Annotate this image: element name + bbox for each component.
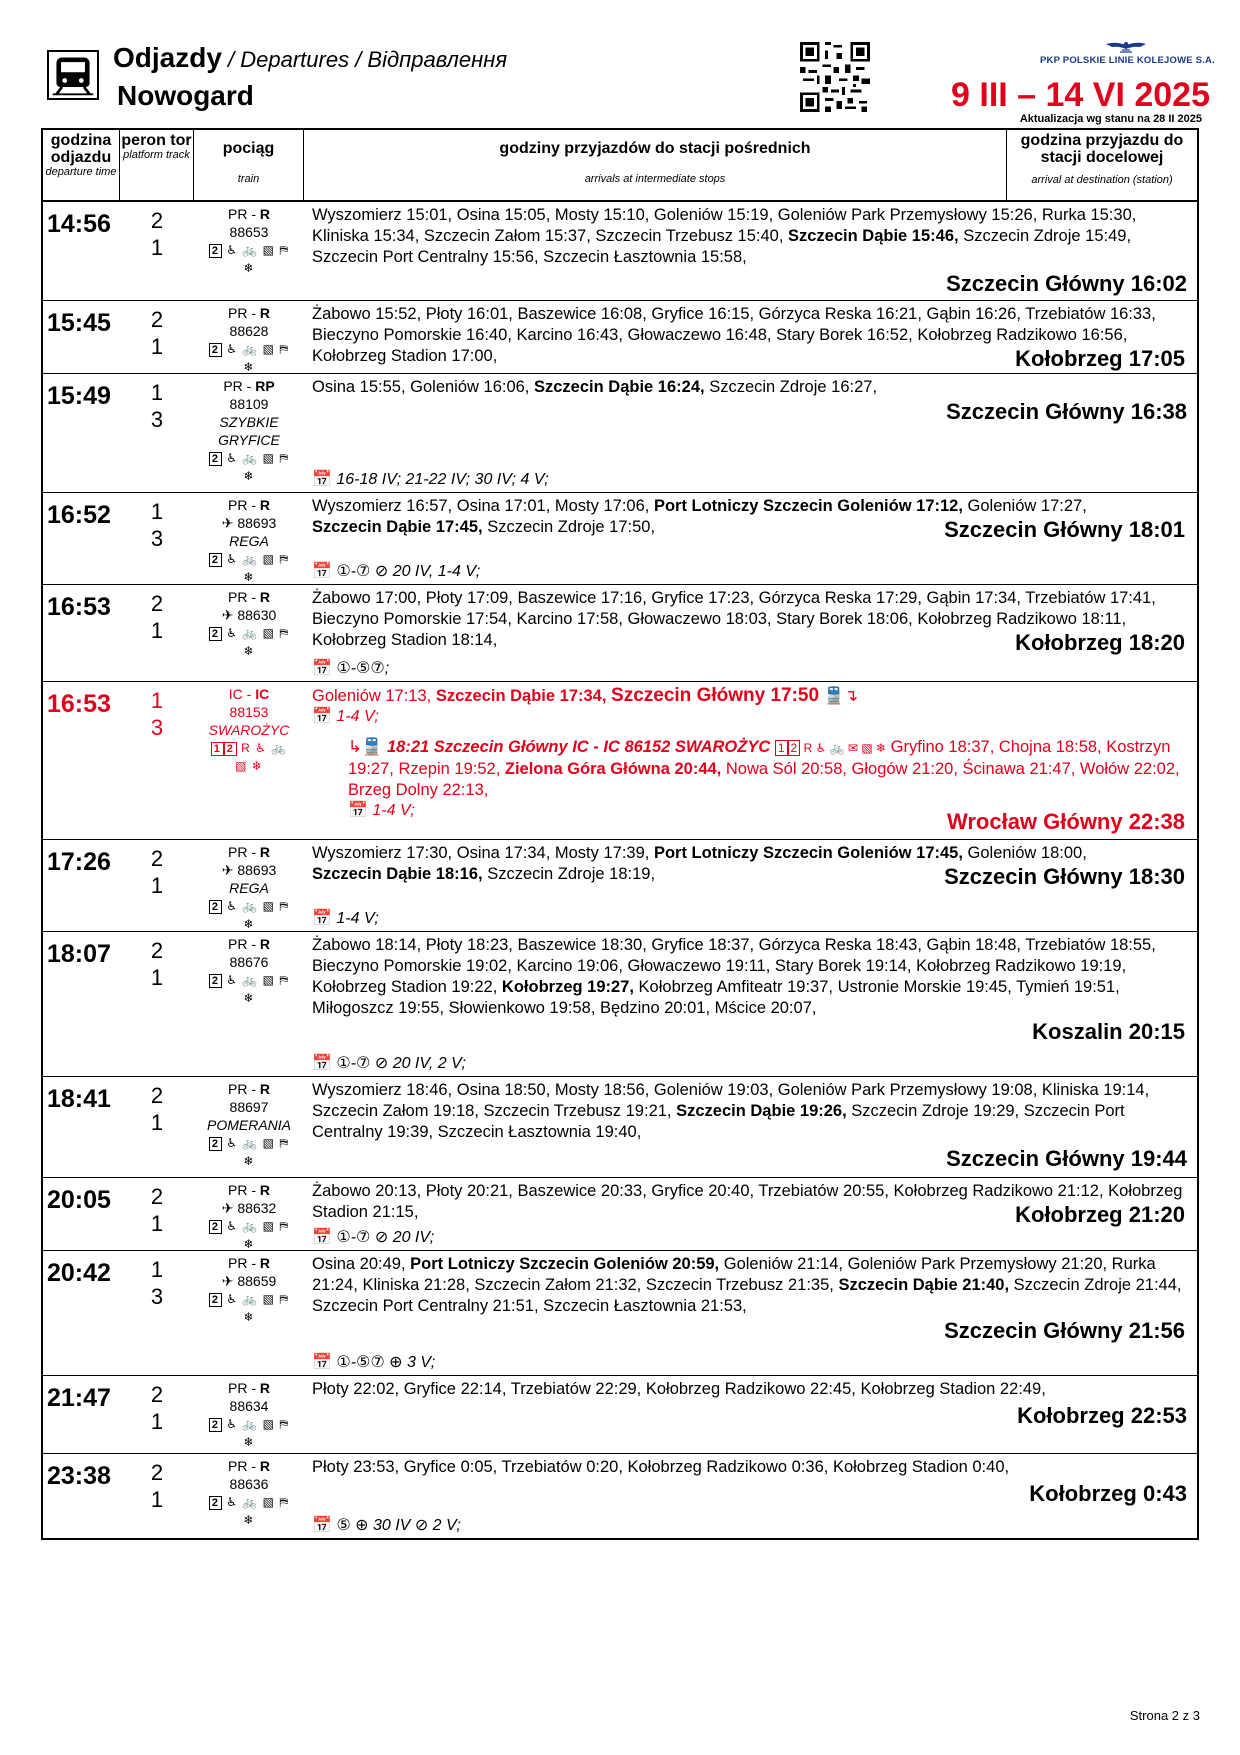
intermediate-stops: [304, 1376, 1197, 1453]
validity-period: 9 III – 14 VI 2025: [951, 76, 1210, 114]
table-row: [43, 1178, 1197, 1251]
connecting-dates-text: 1-4 V;: [372, 802, 415, 819]
table-row: [43, 840, 1197, 932]
calendar-icon: 📅: [312, 1354, 332, 1371]
col-platform: [120, 130, 194, 200]
amenity-icons: 2 ♿ 🚲 ▧ ⛿: [194, 1415, 304, 1433]
stops-bold: Kołobrzeg 19:27,: [501, 978, 634, 996]
destination: Koszalin 20:15: [1032, 1019, 1185, 1044]
destination: Kołobrzeg 22:53: [1017, 1403, 1187, 1428]
stops-text: Wyszomierz 16:57, Osina 17:01, Mosty 17:06,: [312, 497, 650, 515]
destination: Szczecin Główny 18:30: [944, 864, 1185, 889]
platform-track: [120, 1251, 194, 1375]
platform: 2: [150, 1460, 164, 1485]
train-category: PR - R: [227, 206, 270, 222]
table-row: [43, 682, 1197, 840]
intermediate-stops: [304, 1454, 1197, 1538]
track: 1: [150, 618, 164, 643]
intermediate-stops: [304, 840, 1197, 931]
col-departure-sub: departure time: [45, 166, 117, 178]
dates-text: 1-4 V;: [336, 910, 379, 927]
train-number: 88109: [229, 396, 269, 412]
table-row: [43, 493, 1197, 585]
platform-track: [120, 682, 194, 839]
calendar-icon: 📅: [312, 563, 332, 580]
dates-text: ①-⑦ ⊘ 20 IV;: [336, 1229, 435, 1246]
air-conditioning-icon: ❄: [243, 360, 255, 374]
col-departure: [43, 130, 120, 200]
air-conditioning-icon: ❄: [243, 469, 255, 483]
train-category: PR - R: [227, 1255, 270, 1271]
operator-name: PKP POLSKIE LINIE KOLEJOWE S.A.: [1040, 55, 1215, 66]
platform-track: [120, 1178, 194, 1250]
col-train-sub: train: [237, 173, 260, 185]
track: 1: [150, 873, 164, 898]
platform: 2: [150, 1083, 164, 1108]
airplane-icon: ✈: [221, 1200, 234, 1216]
stops-text: Płoty 22:02, Gryfice 22:14, Trzebiatów 22:29, Kołobrzeg Radzikowo 22:45, Kołobrzeg Stadion 22:49,: [312, 1380, 1046, 1398]
train-name: POMERANIA: [206, 1117, 291, 1133]
table-row: [43, 585, 1197, 682]
stops-text-after: Szczecin Zdroje 15:49, Szczecin Port Centralny 15:56, Szczecin Łasztownia 15:58,: [312, 227, 1132, 266]
stops-text: Osina 20:49,: [312, 1255, 406, 1273]
departure-time: 18:07: [47, 940, 111, 968]
intermediate-stops: [304, 1178, 1197, 1250]
train-category: PR - R: [227, 1081, 270, 1097]
intermediate-stops: [304, 301, 1197, 373]
destination: Szczecin Główny 21:56: [944, 1318, 1185, 1343]
train-number-with-plane: [194, 606, 304, 624]
departure-time: 15:45: [47, 309, 111, 337]
stops-text: Wyszomierz 18:46, Osina 18:50, Mosty 18:56, Goleniów 19:03, Goleniów Park Przemysłowy 19:08, Kliniska 19:14, Szczecin Załom 19:18, Szczecin Trzebusz 19:21,: [312, 1081, 1150, 1120]
train-category: PR - R: [227, 936, 270, 952]
departure-time: 16:53: [47, 690, 111, 718]
train-name: SZYBKIE GRYFICE: [218, 414, 280, 448]
operating-dates: [312, 1353, 435, 1373]
dates-text: ①-⑦ ⊘ 20 IV, 1-4 V;: [336, 563, 481, 580]
platform: 1: [150, 1257, 164, 1282]
stops-text: Osina 15:55, Goleniów 16:06,: [312, 378, 530, 396]
page-number: Strona 2 z 3: [1129, 1708, 1200, 1723]
calendar-icon: 📅: [312, 471, 332, 488]
stops-text: Płoty 23:53, Gryfice 0:05, Trzebiatów 0:20, Kołobrzeg Radzikowo 0:36, Kołobrzeg Stadion 0:40,: [312, 1458, 1010, 1476]
train-info: [194, 493, 304, 584]
amenity-icons: 2 ♿ 🚲 ▧ ⛿: [194, 449, 304, 467]
qr-code-icon[interactable]: [800, 42, 870, 112]
stops-bold-2: Szczecin Dąbie 17:45,: [312, 518, 483, 536]
train-number-with-plane: [194, 861, 304, 879]
train-info: [194, 374, 304, 492]
train-category: PR - R: [227, 1182, 270, 1198]
stops-text-after-2: Szczecin Zdroje 21:44, Szczecin Port Centralny 21:51, Szczecin Łasztownia 21:53,: [312, 1276, 1182, 1315]
airplane-icon: ✈: [221, 862, 234, 878]
table-header: [43, 130, 1197, 202]
track: 1: [150, 965, 164, 990]
airplane-icon: ✈: [221, 1273, 234, 1289]
platform: 2: [150, 938, 164, 963]
air-conditioning-icon: ❄: [243, 1310, 255, 1324]
train-info: [194, 840, 304, 931]
stops-text: Żabowo 17:00, Płoty 17:09, Baszewice 17:16, Gryfice 17:23, Górzyca Reska 17:29, Gąbin 17:34, Trzebiatów 17:41, Bieczyno Pomorskie 17:54, Karcino 17:58, Głowaczewo 18:03, Stary Borek 18:06, Kołobrzeg Radzikowo 18:11, Kołobrzeg Stadion 18:14,: [312, 589, 1156, 649]
stops-text: Goleniów 17:13,: [312, 687, 432, 705]
train-info: [194, 202, 304, 300]
train-category: PR - R: [227, 589, 270, 605]
air-conditioning-icon: ❄: [243, 1513, 255, 1527]
title-bold: Odjazdy: [113, 42, 222, 73]
train-category: PR - R: [227, 497, 270, 513]
amenity-icons: 1 2 R ♿ 🚲: [194, 739, 304, 757]
stops-text: Żabowo 20:13, Płoty 20:21, Baszewice 20:33, Gryfice 20:40, Trzebiatów 20:55, Kołobrzeg Radzikowo 21:12, Kołobrzeg Stadion 21:15,: [312, 1182, 1183, 1221]
air-conditioning-icon: ❄: [243, 1237, 255, 1251]
train-category: PR - RP: [223, 378, 275, 394]
train-number-with-plane: [194, 1272, 304, 1290]
col-destination-sub: arrival at destination (station): [1031, 174, 1173, 186]
amenity-icons: 2 ♿ 🚲 ▧ ⛿: [194, 340, 304, 358]
train-icon: [47, 50, 99, 100]
train-info: [194, 682, 304, 839]
amenity-icons: 2 ♿ 🚲 ▧ ⛿: [194, 1290, 304, 1308]
track: 1: [150, 334, 164, 359]
calendar-icon: 📅: [312, 1517, 332, 1534]
train-number: 88632: [237, 1200, 277, 1216]
track: 1: [150, 1211, 164, 1236]
air-conditioning-icon: ▧ ❄: [235, 759, 263, 773]
train-name: REGA: [229, 533, 269, 549]
col-stops: [304, 130, 1007, 200]
departure-time: 16:52: [47, 501, 111, 529]
platform-track: [120, 301, 194, 373]
platform-track: [120, 1376, 194, 1453]
destination: Kołobrzeg 0:43: [1029, 1481, 1187, 1506]
amenity-icons: 2 ♿ 🚲 ▧ ⛿: [194, 1134, 304, 1152]
table-row: [43, 301, 1197, 374]
platform: 2: [150, 1184, 164, 1209]
platform: 2: [150, 591, 164, 616]
dates-text: ⑤ ⊕ 30 IV ⊘ 2 V;: [336, 1517, 461, 1534]
calendar-icon: 📅: [312, 910, 332, 927]
col-stops-label: godziny przyjazdów do stacji pośrednich: [499, 140, 811, 157]
calendar-icon: 📅: [348, 802, 368, 819]
platform-track: [120, 374, 194, 492]
amenity-icons: 1 2 R ♿ 🚲 ✉ ▧ ❄: [775, 740, 886, 756]
destination: Szczecin Główny 16:38: [946, 399, 1187, 424]
train-info: [194, 1376, 304, 1453]
airplane-icon: ✈: [221, 515, 234, 531]
stops-text-after: Goleniów 18:00,: [967, 844, 1087, 862]
col-platform-sub: platform track: [123, 149, 190, 161]
amenity-icons: 2 ♿ 🚲 ▧ ⛿: [194, 241, 304, 259]
train-info: [194, 1178, 304, 1250]
train-info: [194, 1251, 304, 1375]
stops-text: Żabowo 15:52, Płoty 16:01, Baszewice 16:08, Gryfice 16:15, Górzyca Reska 16:21, Gąbin 16:26, Trzebiatów 16:33, Bieczyno Pomorskie 16:40, Karcino 16:43, Głowaczewo 16:48, Stary Borek 16:52, Kołobrzeg Radzikowo 16:56, Kołobrzeg Stadion 17:00,: [312, 305, 1156, 365]
train-category: IC - IC: [228, 686, 270, 702]
destination: Kołobrzeg 21:20: [1015, 1202, 1185, 1227]
airplane-icon: ✈: [221, 607, 234, 623]
eagle-icon: [1104, 40, 1148, 54]
connection-station: Szczecin Główny 17:50: [611, 685, 820, 706]
operator-logo: [1040, 40, 1215, 66]
station-name: Nowogard: [117, 80, 254, 111]
train-number: 88676: [229, 954, 269, 970]
amenity-icons: 2 ♿ 🚲 ▧ ⛿: [194, 1493, 304, 1511]
destination: Wrocław Główny 22:38: [946, 809, 1185, 834]
platform-track: [120, 1077, 194, 1177]
train-number-with-plane: [194, 1199, 304, 1217]
air-conditioning-icon: ❄: [243, 991, 255, 1005]
intermediate-stops: [304, 493, 1197, 584]
amenity-icons: 2 ♿ 🚲 ▧ ⛿: [194, 897, 304, 915]
platform: 1: [150, 499, 164, 524]
destination: Kołobrzeg 18:20: [1015, 630, 1185, 655]
air-conditioning-icon: ❄: [243, 1154, 255, 1168]
train-info: [194, 1077, 304, 1177]
amenity-icons: 2 ♿ 🚲 ▧ ⛿: [194, 624, 304, 642]
stops-bold: Port Lotniczy Szczecin Goleniów 20:59,: [410, 1255, 720, 1273]
table-row: [43, 202, 1197, 301]
col-stops-sub: arrivals at intermediate stops: [584, 173, 726, 185]
amenity-icons: 2 ♿ 🚲 ▧ ⛿: [194, 971, 304, 989]
col-train-label: pociąg: [222, 140, 275, 157]
stops-text-after: Kołobrzeg Amfiteatr 19:37, Ustronie Morskie 19:45, Tymień 19:51, Miłogoszcz 19:55, Słowienkowo 19:58, Będzino 20:01, Mścice 20:07,: [312, 978, 1120, 1017]
departure-time: 20:05: [47, 1186, 111, 1214]
platform: 2: [150, 208, 164, 233]
air-conditioning-icon: ❄: [243, 570, 255, 584]
train-info: [194, 301, 304, 373]
platform-track: [120, 1454, 194, 1538]
col-train: [194, 130, 304, 200]
calendar-icon: 📅: [312, 1229, 332, 1246]
train-info: [194, 585, 304, 681]
col-destination: [1007, 130, 1197, 200]
operating-dates: [312, 1054, 466, 1074]
calendar-icon: 📅: [312, 1055, 332, 1072]
platform: 2: [150, 846, 164, 871]
train-number-with-plane: [194, 514, 304, 532]
table-row: [43, 1454, 1197, 1538]
calendar-icon: 📅: [312, 708, 332, 725]
departure-time: 17:26: [47, 848, 111, 876]
departure-time: 23:38: [47, 1462, 111, 1490]
stops-bold: Szczecin Dąbie 16:24,: [534, 378, 705, 396]
train-name: SWAROŻYC: [208, 722, 290, 738]
train-category: PR - R: [227, 305, 270, 321]
air-conditioning-icon: ❄: [243, 1435, 255, 1449]
air-conditioning-icon: ❄: [243, 644, 255, 658]
table-row: [43, 1077, 1197, 1178]
stops-text: Żabowo 18:14, Płoty 18:23, Baszewice 18:30, Gryfice 18:37, Górzyca Reska 18:43, Gąbin 18:48, Trzebiatów 18:55, Bieczyno Pomorskie 19:02, Karcino 19:06, Głowaczewo 19:11, Stary Borek 19:14, Kołobrzeg Radzikowo 19:19, Kołobrzeg Stadion 19:22,: [312, 936, 1156, 996]
platform-track: [120, 493, 194, 584]
amenity-icons: 2 ♿ 🚲 ▧ ⛿: [194, 1217, 304, 1235]
train-info: [194, 1454, 304, 1538]
train-name: REGA: [229, 880, 269, 896]
platform-track: [120, 585, 194, 681]
stops-text-after: Goleniów 21:14, Goleniów Park Przemysłowy 21:20, Rurka 21:24, Kliniska 21:28, Szczecin Załom 21:32, Szczecin Trzebusz 21:35,: [312, 1255, 1156, 1294]
intermediate-stops: [304, 682, 1197, 839]
amenity-icons: 2 ♿ 🚲 ▧ ⛿: [194, 550, 304, 568]
platform-track: [120, 840, 194, 931]
air-conditioning-icon: ❄: [243, 917, 255, 931]
connecting-stops: Gryfino 18:37, Chojna 18:58, Kostrzyn 19:27, Rzepin 19:52,: [348, 738, 1171, 778]
destination: Kołobrzeg 17:05: [1015, 346, 1185, 371]
intermediate-stops: [304, 1251, 1197, 1375]
departure-time: 15:49: [47, 382, 111, 410]
destination: Szczecin Główny 16:02: [946, 271, 1187, 296]
operating-dates: [312, 909, 379, 929]
track: 1: [150, 1487, 164, 1512]
table-row: [43, 374, 1197, 493]
train-number: 88697: [229, 1099, 269, 1115]
stops-text: Wyszomierz 15:01, Osina 15:05, Mosty 15:10, Goleniów 15:19, Goleniów Park Przemysłowy 15:26, Rurka 15:30, Kliniska 15:34, Szczecin Załom 15:37, Szczecin Trzebusz 15:40,: [312, 206, 1137, 245]
train-number: 88659: [237, 1273, 277, 1289]
table-row: [43, 932, 1197, 1077]
table-row: [43, 1376, 1197, 1454]
operating-dates: [312, 562, 480, 582]
train-number: 88628: [229, 323, 269, 339]
page-title: [113, 42, 507, 74]
operating-dates: [312, 1228, 434, 1248]
stops-text-after: Goleniów 17:27,: [967, 497, 1087, 515]
train-info: [194, 932, 304, 1076]
train-number: 88630: [237, 607, 277, 623]
intermediate-stops: [304, 1077, 1197, 1177]
dates-text: ①-⑤⑦;: [336, 660, 390, 677]
intermediate-stops: [304, 585, 1197, 681]
track: 3: [150, 715, 164, 740]
connecting-stops-bold: Zielona Góra Główna 20:44,: [504, 760, 722, 778]
stops-text-after: Szczecin Zdroje 16:27,: [709, 378, 878, 396]
platform: 1: [150, 688, 164, 713]
air-conditioning-icon: ❄: [243, 261, 255, 275]
platform: 2: [150, 307, 164, 332]
track: 3: [150, 526, 164, 551]
title-translations: / Departures / Відправлення: [221, 47, 508, 72]
stops-bold: Szczecin Dąbie 19:26,: [676, 1102, 847, 1120]
platform: 1: [150, 380, 164, 405]
operating-dates: [312, 707, 1189, 727]
operating-dates: [312, 1516, 461, 1536]
train-category: PR - R: [227, 1458, 270, 1474]
connection-arrow-icon: ↳🚆: [348, 738, 383, 756]
stops-bold: Port Lotniczy Szczecin Goleniów 17:45,: [653, 844, 963, 862]
platform-track: [120, 932, 194, 1076]
track: 1: [150, 1409, 164, 1434]
intermediate-stops: [304, 202, 1197, 300]
dates-text: 16-18 IV; 21-22 IV; 30 IV; 4 V;: [336, 471, 549, 488]
train-number: 88693: [237, 515, 277, 531]
train-number: 88634: [229, 1398, 269, 1414]
change-train-icon: 🚆↴: [823, 687, 859, 705]
platform: 2: [150, 1382, 164, 1407]
departure-time: 14:56: [47, 210, 111, 238]
destination: Szczecin Główny 19:44: [946, 1146, 1187, 1171]
col-destination-label: godzina przyjazdu do stacji docelowej: [1020, 132, 1184, 166]
track: 1: [150, 1110, 164, 1135]
dates-text: 1-4 V;: [336, 708, 379, 725]
train-number: 88153: [229, 704, 269, 720]
stops-text: Wyszomierz 17:30, Osina 17:34, Mosty 17:39,: [312, 844, 650, 862]
departure-time: 21:47: [47, 1384, 111, 1412]
stops-bold: Port Lotniczy Szczecin Goleniów 17:12,: [653, 497, 963, 515]
destination: Szczecin Główny 18:01: [944, 517, 1185, 542]
table-row: [43, 1251, 1197, 1376]
departure-time: 18:41: [47, 1085, 111, 1113]
stops-text-after: Szczecin Zdroje 19:29, Szczecin Port Centralny 19:39, Szczecin Łasztownia 19:40,: [312, 1102, 1125, 1141]
track: 3: [150, 1284, 164, 1309]
dates-text: ①-⑤⑦ ⊕ 3 V;: [336, 1354, 436, 1371]
intermediate-stops: [304, 374, 1197, 492]
train-number: 88653: [229, 224, 269, 240]
intermediate-stops: [304, 932, 1197, 1076]
operating-dates: [312, 659, 389, 679]
departure-time: 20:42: [47, 1259, 111, 1287]
stops-bold: Szczecin Dąbie 17:34,: [435, 687, 607, 705]
connecting-stops-after: Nowa Sól 20:58, Głogów 21:20, Ścinawa 21:47, Wołów 22:02, Brzeg Dolny 22:13,: [348, 760, 1180, 799]
stops-text-after-2: Szczecin Zdroje 17:50,: [487, 518, 656, 536]
departures-table: [41, 128, 1199, 1540]
train-number: 88693: [237, 862, 277, 878]
stops-bold: Szczecin Dąbie 15:46,: [788, 227, 959, 245]
col-platform-label: peron tor: [121, 132, 192, 149]
dates-text: ①-⑦ ⊘ 20 IV, 2 V;: [336, 1055, 466, 1072]
update-note: Aktualizacja wg stanu na 28 II 2025: [1019, 113, 1202, 125]
platform-track: [120, 202, 194, 300]
calendar-icon: 📅: [312, 660, 332, 677]
train-category: PR - R: [227, 844, 270, 860]
departure-time: 16:53: [47, 593, 111, 621]
operating-dates: [312, 470, 549, 490]
track: 3: [150, 407, 164, 432]
train-category: PR - R: [227, 1380, 270, 1396]
connecting-train-header: 18:21 Szczecin Główny IC - IC 86152 SWAROŻYC: [386, 738, 771, 756]
track: 1: [150, 235, 164, 260]
stops-bold-2: Szczecin Dąbie 18:16,: [312, 865, 483, 883]
stops-bold-2: Szczecin Dąbie 21:40,: [838, 1276, 1010, 1294]
stops-text-after-2: Szczecin Zdroje 18:19,: [487, 865, 656, 883]
train-number: 88636: [229, 1476, 269, 1492]
col-departure-label: godzina odjazdu: [50, 132, 112, 166]
